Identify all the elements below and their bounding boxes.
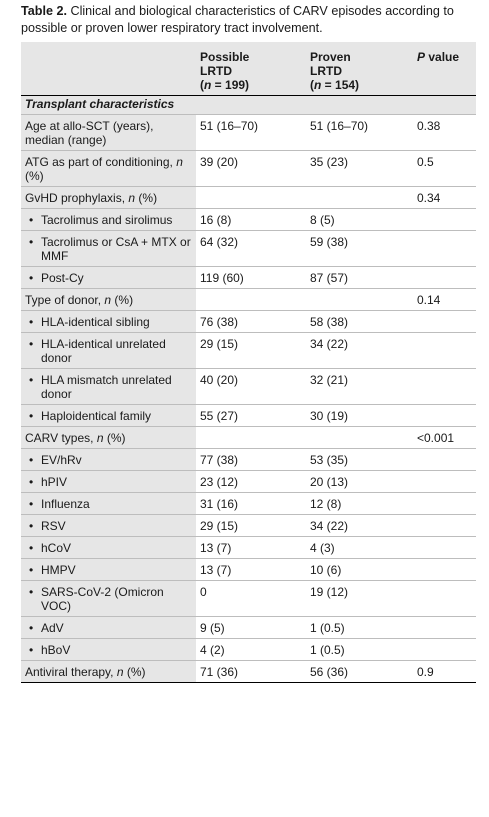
table-row — [21, 661, 476, 683]
cell-proven: 20 (13) — [306, 471, 413, 493]
cell-proven: 19 (12) — [306, 581, 413, 617]
cell-p-value: 0.34 — [413, 187, 476, 209]
section-title: Transplant characteristics — [21, 96, 476, 115]
cell-p-value — [413, 267, 476, 289]
cell-possible: 71 (36) — [196, 661, 306, 683]
header-possible-line2: LRTD — [200, 64, 232, 78]
cell-p-value — [413, 639, 476, 661]
header-p-value: P value — [413, 42, 476, 96]
row-label — [21, 471, 196, 493]
cell-possible: 39 (20) — [196, 151, 306, 187]
table-row — [21, 559, 476, 581]
table-row — [21, 471, 476, 493]
header-label-col — [21, 42, 196, 96]
row-label — [21, 231, 196, 267]
table-row — [21, 369, 476, 405]
cell-p-value: <0.001 — [413, 427, 476, 449]
cell-possible: 16 (8) — [196, 209, 306, 231]
cell-possible: 51 (16–70) — [196, 115, 306, 151]
cell-p-value — [413, 581, 476, 617]
table-row — [21, 187, 476, 209]
cell-possible: 13 (7) — [196, 559, 306, 581]
cell-possible — [196, 289, 306, 311]
bullet-icon: • — [29, 475, 34, 489]
table-row — [21, 449, 476, 471]
row-label-text: Antiviral therapy, n (%) — [25, 665, 146, 679]
table-row — [21, 639, 476, 661]
row-label-text: Influenza — [41, 497, 90, 511]
table-row — [21, 231, 476, 267]
bullet-icon: • — [29, 563, 34, 577]
table-caption — [21, 3, 483, 37]
row-label-text: hPIV — [41, 475, 68, 489]
bullet-icon: • — [29, 453, 34, 467]
table-row — [21, 617, 476, 639]
table-row — [21, 493, 476, 515]
table-row — [21, 427, 476, 449]
table-row — [21, 267, 476, 289]
row-label — [21, 209, 196, 231]
cell-p-value: 0.5 — [413, 151, 476, 187]
cell-proven: 35 (23) — [306, 151, 413, 187]
header-possible-n: (n = 199) — [200, 78, 250, 92]
bullet-icon: • — [29, 585, 34, 599]
cell-proven: 32 (21) — [306, 369, 413, 405]
cell-p-value — [413, 231, 476, 267]
row-label — [21, 493, 196, 515]
table-row — [21, 537, 476, 559]
cell-possible: 64 (32) — [196, 231, 306, 267]
cell-p-value — [413, 617, 476, 639]
row-label — [21, 617, 196, 639]
table-title: Clinical and biological characteristics of CARV episodes according to possible or proven lower respiratory tract involvement. — [21, 4, 454, 35]
row-label — [21, 267, 196, 289]
row-label — [21, 537, 196, 559]
cell-possible: 29 (15) — [196, 333, 306, 369]
header-proven-n: (n = 154) — [310, 78, 360, 92]
bullet-icon: • — [29, 235, 34, 249]
bullet-icon: • — [29, 541, 34, 555]
cell-possible: 55 (27) — [196, 405, 306, 427]
row-label — [21, 661, 196, 683]
cell-proven: 34 (22) — [306, 515, 413, 537]
bullet-icon: • — [29, 519, 34, 533]
cell-p-value — [413, 449, 476, 471]
header-possible — [196, 42, 306, 96]
bullet-icon: • — [29, 643, 34, 657]
cell-possible: 23 (12) — [196, 471, 306, 493]
row-label-text: Age at allo-SCT (years), median (range) — [25, 119, 154, 147]
row-label — [21, 333, 196, 369]
bullet-icon: • — [29, 337, 34, 351]
row-label-text: GvHD prophylaxis, n (%) — [25, 191, 158, 205]
cell-p-value — [413, 405, 476, 427]
row-label — [21, 639, 196, 661]
cell-possible: 119 (60) — [196, 267, 306, 289]
bullet-icon: • — [29, 373, 34, 387]
cell-proven: 1 (0.5) — [306, 617, 413, 639]
cell-proven: 58 (38) — [306, 311, 413, 333]
row-label — [21, 311, 196, 333]
bullet-icon: • — [29, 315, 34, 329]
cell-p-value: 0.38 — [413, 115, 476, 151]
header-proven — [306, 42, 413, 96]
table-label: Table 2. — [21, 4, 67, 18]
row-label — [21, 115, 196, 151]
characteristics-table — [21, 42, 476, 683]
cell-proven — [306, 427, 413, 449]
bullet-icon: • — [29, 271, 34, 285]
cell-proven: 8 (5) — [306, 209, 413, 231]
table-row — [21, 405, 476, 427]
cell-possible: 9 (5) — [196, 617, 306, 639]
section-row — [21, 96, 476, 115]
cell-possible — [196, 427, 306, 449]
cell-p-value — [413, 333, 476, 369]
row-label-text: Tacrolimus or CsA + MTX or MMF — [41, 235, 191, 263]
cell-p-value: 0.9 — [413, 661, 476, 683]
cell-possible: 76 (38) — [196, 311, 306, 333]
cell-possible: 77 (38) — [196, 449, 306, 471]
row-label-text: ATG as part of conditioning, n (%) — [25, 155, 183, 183]
row-label-text: SARS-CoV-2 (Omicron VOC) — [41, 585, 164, 613]
cell-proven: 51 (16–70) — [306, 115, 413, 151]
bullet-icon: • — [29, 497, 34, 511]
row-label-text: Haploidentical family — [41, 409, 152, 423]
row-label — [21, 369, 196, 405]
cell-proven: 1 (0.5) — [306, 639, 413, 661]
cell-p-value — [413, 471, 476, 493]
table-row — [21, 289, 476, 311]
row-label-text: HLA-identical unrelated donor — [41, 337, 166, 365]
cell-possible: 0 — [196, 581, 306, 617]
row-label-text: hCoV — [41, 541, 72, 555]
header-possible-line1: Possible — [200, 50, 250, 64]
cell-proven: 87 (57) — [306, 267, 413, 289]
cell-proven: 30 (19) — [306, 405, 413, 427]
cell-p-value — [413, 537, 476, 559]
cell-proven: 12 (8) — [306, 493, 413, 515]
cell-proven — [306, 289, 413, 311]
cell-proven: 56 (36) — [306, 661, 413, 683]
header-proven-line1: Proven — [310, 50, 351, 64]
cell-p-value: 0.14 — [413, 289, 476, 311]
cell-proven: 4 (3) — [306, 537, 413, 559]
cell-possible: 13 (7) — [196, 537, 306, 559]
row-label-text: HMPV — [41, 563, 76, 577]
row-label-text: EV/hRv — [41, 453, 82, 467]
row-label-text: hBoV — [41, 643, 71, 657]
cell-proven: 59 (38) — [306, 231, 413, 267]
cell-possible: 31 (16) — [196, 493, 306, 515]
cell-p-value — [413, 209, 476, 231]
cell-proven: 10 (6) — [306, 559, 413, 581]
bullet-icon: • — [29, 409, 34, 423]
row-label — [21, 405, 196, 427]
table-row — [21, 115, 476, 151]
row-label-text: Tacrolimus and sirolimus — [41, 213, 173, 227]
cell-p-value — [413, 559, 476, 581]
table-header-row — [21, 42, 476, 96]
row-label-text: Type of donor, n (%) — [25, 293, 134, 307]
cell-proven: 53 (35) — [306, 449, 413, 471]
cell-proven: 34 (22) — [306, 333, 413, 369]
cell-proven — [306, 187, 413, 209]
cell-possible: 29 (15) — [196, 515, 306, 537]
cell-possible: 4 (2) — [196, 639, 306, 661]
cell-p-value — [413, 311, 476, 333]
row-label-text: Post-Cy — [41, 271, 84, 285]
row-label — [21, 151, 196, 187]
table-row — [21, 209, 476, 231]
bullet-icon: • — [29, 213, 34, 227]
row-label — [21, 581, 196, 617]
table-row — [21, 311, 476, 333]
table-row — [21, 581, 476, 617]
row-label-text: HLA mismatch unrelated donor — [41, 373, 172, 401]
cell-p-value — [413, 493, 476, 515]
row-label — [21, 427, 196, 449]
row-label — [21, 187, 196, 209]
row-label — [21, 289, 196, 311]
table-row — [21, 333, 476, 369]
row-label-text: CARV types, n (%) — [25, 431, 126, 445]
row-label-text: RSV — [41, 519, 66, 533]
header-proven-line2: LRTD — [310, 64, 342, 78]
cell-p-value — [413, 515, 476, 537]
row-label — [21, 449, 196, 471]
row-label-text: HLA-identical sibling — [41, 315, 150, 329]
cell-possible: 40 (20) — [196, 369, 306, 405]
row-label — [21, 515, 196, 537]
table-row — [21, 515, 476, 537]
cell-possible — [196, 187, 306, 209]
cell-p-value — [413, 369, 476, 405]
row-label — [21, 559, 196, 581]
table-row — [21, 151, 476, 187]
row-label-text: AdV — [41, 621, 64, 635]
bullet-icon: • — [29, 621, 34, 635]
